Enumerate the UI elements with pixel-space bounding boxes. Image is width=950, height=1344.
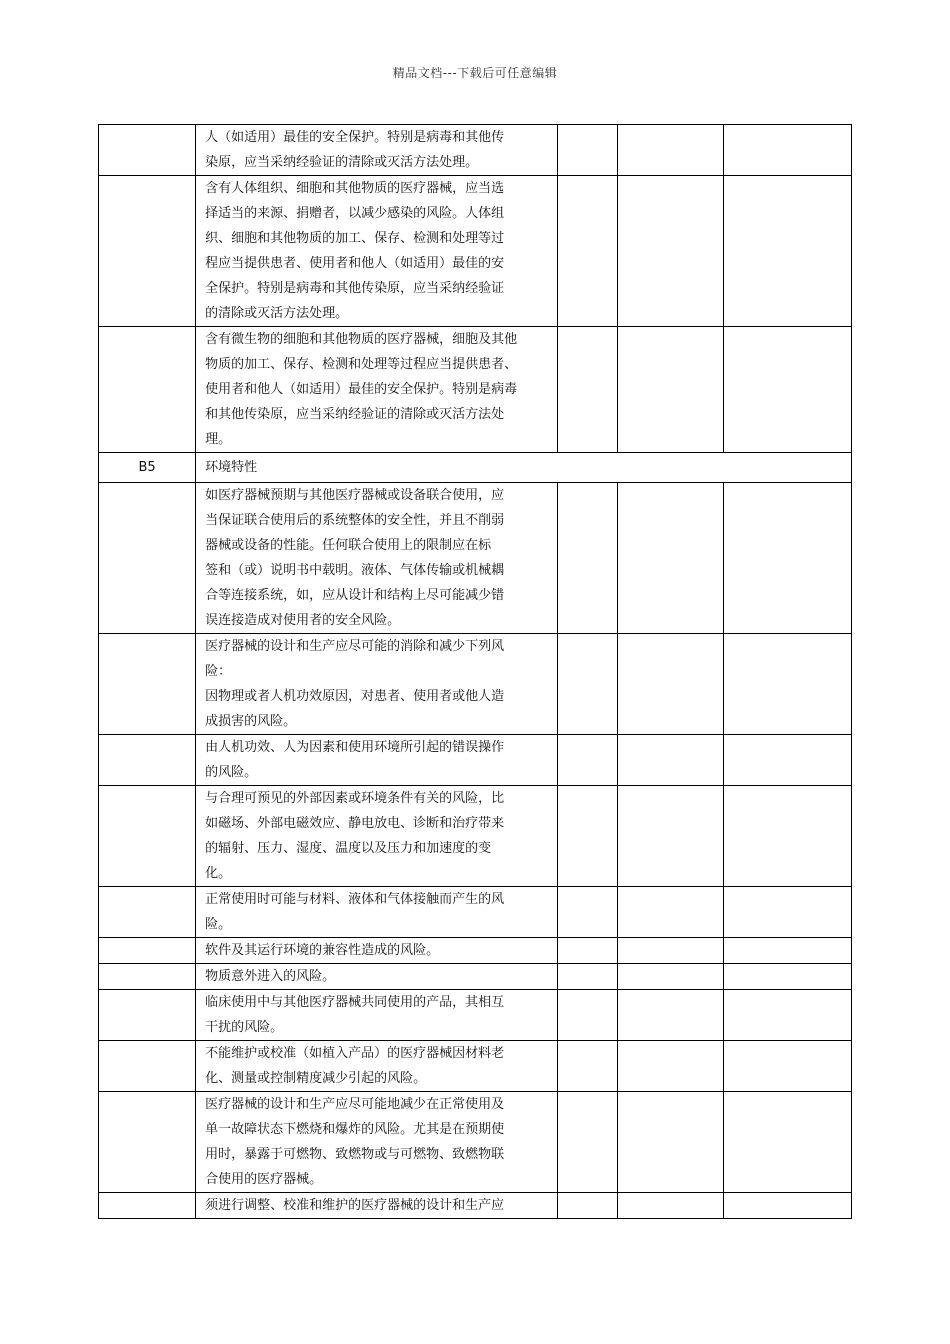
row-code-cell [99, 327, 196, 453]
empty-check-cell-1 [557, 483, 617, 634]
empty-check-cell-3 [723, 887, 851, 938]
empty-check-cell-1 [557, 327, 617, 453]
empty-check-cell-1 [557, 1041, 617, 1092]
table-row [99, 786, 852, 887]
empty-check-cell-1 [557, 1193, 617, 1219]
empty-check-cell-3 [723, 786, 851, 887]
requirement-text-cell [196, 1193, 557, 1219]
row-code-cell [99, 938, 196, 964]
row-code-cell [99, 964, 196, 990]
requirement-text: 如医疗器械预期与其他医疗器械或设备联合使用，应 当保证联合使用后的系统整体的安全性，并且不削弱 器械或设备的性能。任何联合使用上的限制应在标 签和（或）说明书中载明。液体、气体传输或机械耦 合等连接系统，如，应从设计和结构上尽可能减少错 误连接造成对使用者的安全风险。 [205, 488, 505, 628]
row-code-cell [99, 483, 196, 634]
row-code-cell [99, 634, 196, 735]
requirement-text: 由人机功效、人为因素和使用环境所引起的错误操作 的风险。 [205, 740, 505, 780]
requirement-text-cell [196, 634, 557, 735]
requirement-text-cell [196, 786, 557, 887]
requirement-text-cell [196, 964, 557, 990]
requirement-text: 临床使用中与其他医疗器械共同使用的产品，其相互 干扰的风险。 [205, 995, 505, 1035]
empty-check-cell-3 [723, 327, 851, 453]
requirement-text-cell [196, 327, 557, 453]
table-row [99, 1041, 852, 1092]
requirement-text-cell [196, 990, 557, 1041]
empty-check-cell-2 [617, 176, 723, 327]
row-code-cell [99, 1193, 196, 1219]
section-code: B5 [99, 453, 196, 483]
empty-check-cell-3 [723, 735, 851, 786]
table-row [99, 1092, 852, 1193]
empty-check-cell-3 [723, 938, 851, 964]
empty-check-cell-1 [557, 634, 617, 735]
empty-check-cell-2 [617, 964, 723, 990]
empty-check-cell-1 [557, 735, 617, 786]
empty-check-cell-2 [617, 887, 723, 938]
row-code-cell [99, 887, 196, 938]
requirement-text-cell [196, 176, 557, 327]
section-row [99, 453, 852, 483]
empty-check-cell-3 [723, 990, 851, 1041]
empty-check-cell-2 [617, 1041, 723, 1092]
row-code-cell [99, 990, 196, 1041]
empty-check-cell-2 [617, 634, 723, 735]
empty-check-cell-1 [557, 786, 617, 887]
row-code-cell [99, 1092, 196, 1193]
empty-check-cell-3 [723, 1193, 851, 1219]
requirement-text-cell [196, 735, 557, 786]
table-row [99, 483, 852, 634]
empty-check-cell-3 [723, 1041, 851, 1092]
requirement-text-cell [196, 938, 557, 964]
empty-check-cell-1 [557, 938, 617, 964]
requirement-text: 物质意外进入的风险。 [205, 969, 336, 984]
empty-check-cell-1 [557, 990, 617, 1041]
requirement-text: 含有人体组织、细胞和其他物质的医疗器械，应当选 择适当的来源、捐赠者，以减少感染的风险。人体组 织、细胞和其他物质的加工、保存、检测和处理等过 程应当提供患者、使用者和他人（如适用）最佳的安 全保护。特别是病毒和其他传染原，应当采纳经验证 的清除或灭活方法处理。 [205, 181, 505, 321]
empty-check-cell-1 [557, 125, 617, 176]
row-code-cell [99, 176, 196, 327]
empty-check-cell-3 [723, 483, 851, 634]
requirement-text: 不能维护或校准（如植入产品）的医疗器械因材料老 化、测量或控制精度减少引起的风险。 [205, 1046, 505, 1086]
empty-check-cell-2 [617, 483, 723, 634]
table-row [99, 327, 852, 453]
empty-check-cell-1 [557, 176, 617, 327]
requirement-text: 医疗器械的设计和生产应尽可能的消除和减少下列风 险： 因物理或者人机功效原因，对患者、使用者或他人造 成损害的风险。 [205, 639, 505, 729]
requirement-text-cell [196, 1092, 557, 1193]
table-row [99, 964, 852, 990]
requirement-text-cell [196, 1041, 557, 1092]
empty-check-cell-1 [557, 1092, 617, 1193]
table-row [99, 887, 852, 938]
requirement-text: 含有微生物的细胞和其他物质的医疗器械，细胞及其他 物质的加工、保存、检测和处理等过程应当提供患者、 使用者和他人（如适用）最佳的安全保护。特别是病毒 和其他传染原，应当采纳经验证的清除或灭活方法处 理。 [205, 332, 518, 447]
row-code-cell [99, 1041, 196, 1092]
requirement-text: 须进行调整、校准和维护的医疗器械的设计和生产应 [205, 1198, 505, 1213]
table-row [99, 125, 852, 176]
empty-check-cell-3 [723, 1092, 851, 1193]
page-header: 精品文档---下载后可任意编辑 [392, 66, 558, 80]
table-row [99, 990, 852, 1041]
row-code-cell [99, 786, 196, 887]
requirement-text: 软件及其运行环境的兼容性造成的风险。 [205, 943, 440, 958]
empty-check-cell-3 [723, 964, 851, 990]
requirement-text: 与合理可预见的外部因素或环境条件有关的风险，比 如磁场、外部电磁效应、静电放电、诊断和治疗带来 的辐射、压力、湿度、温度以及压力和加速度的变 化。 [205, 791, 505, 881]
table-row [99, 176, 852, 327]
row-code-cell [99, 125, 196, 176]
empty-check-cell-1 [557, 887, 617, 938]
empty-check-cell-2 [617, 938, 723, 964]
empty-check-cell-2 [617, 735, 723, 786]
empty-check-cell-3 [723, 176, 851, 327]
row-code-cell [99, 735, 196, 786]
table-row [99, 1193, 852, 1219]
table-row [99, 634, 852, 735]
empty-check-cell-2 [617, 786, 723, 887]
table-row [99, 938, 852, 964]
empty-check-cell-2 [617, 1193, 723, 1219]
requirement-text-cell [196, 125, 557, 176]
empty-check-cell-3 [723, 125, 851, 176]
requirement-text: 医疗器械的设计和生产应尽可能地减少在正常使用及 单一故障状态下燃烧和爆炸的风险。尤其是在预期使 用时，暴露于可燃物、致燃物或与可燃物、致燃物联 合使用的医疗器械。 [205, 1097, 505, 1187]
requirements-table [98, 124, 852, 1219]
table-row [99, 735, 852, 786]
requirement-text: 正常使用时可能与材料、液体和气体接触而产生的风 险。 [205, 892, 505, 932]
empty-check-cell-2 [617, 125, 723, 176]
empty-check-cell-2 [617, 1092, 723, 1193]
empty-check-cell-3 [723, 634, 851, 735]
requirement-text-cell [196, 887, 557, 938]
empty-check-cell-2 [617, 327, 723, 453]
requirement-text-cell [196, 483, 557, 634]
requirement-text: 人（如适用）最佳的安全保护。特别是病毒和其他传 染原，应当采纳经验证的清除或灭活方法处理。 [205, 130, 505, 170]
empty-check-cell-1 [557, 964, 617, 990]
section-title: 环境特性 [196, 453, 852, 483]
empty-check-cell-2 [617, 990, 723, 1041]
